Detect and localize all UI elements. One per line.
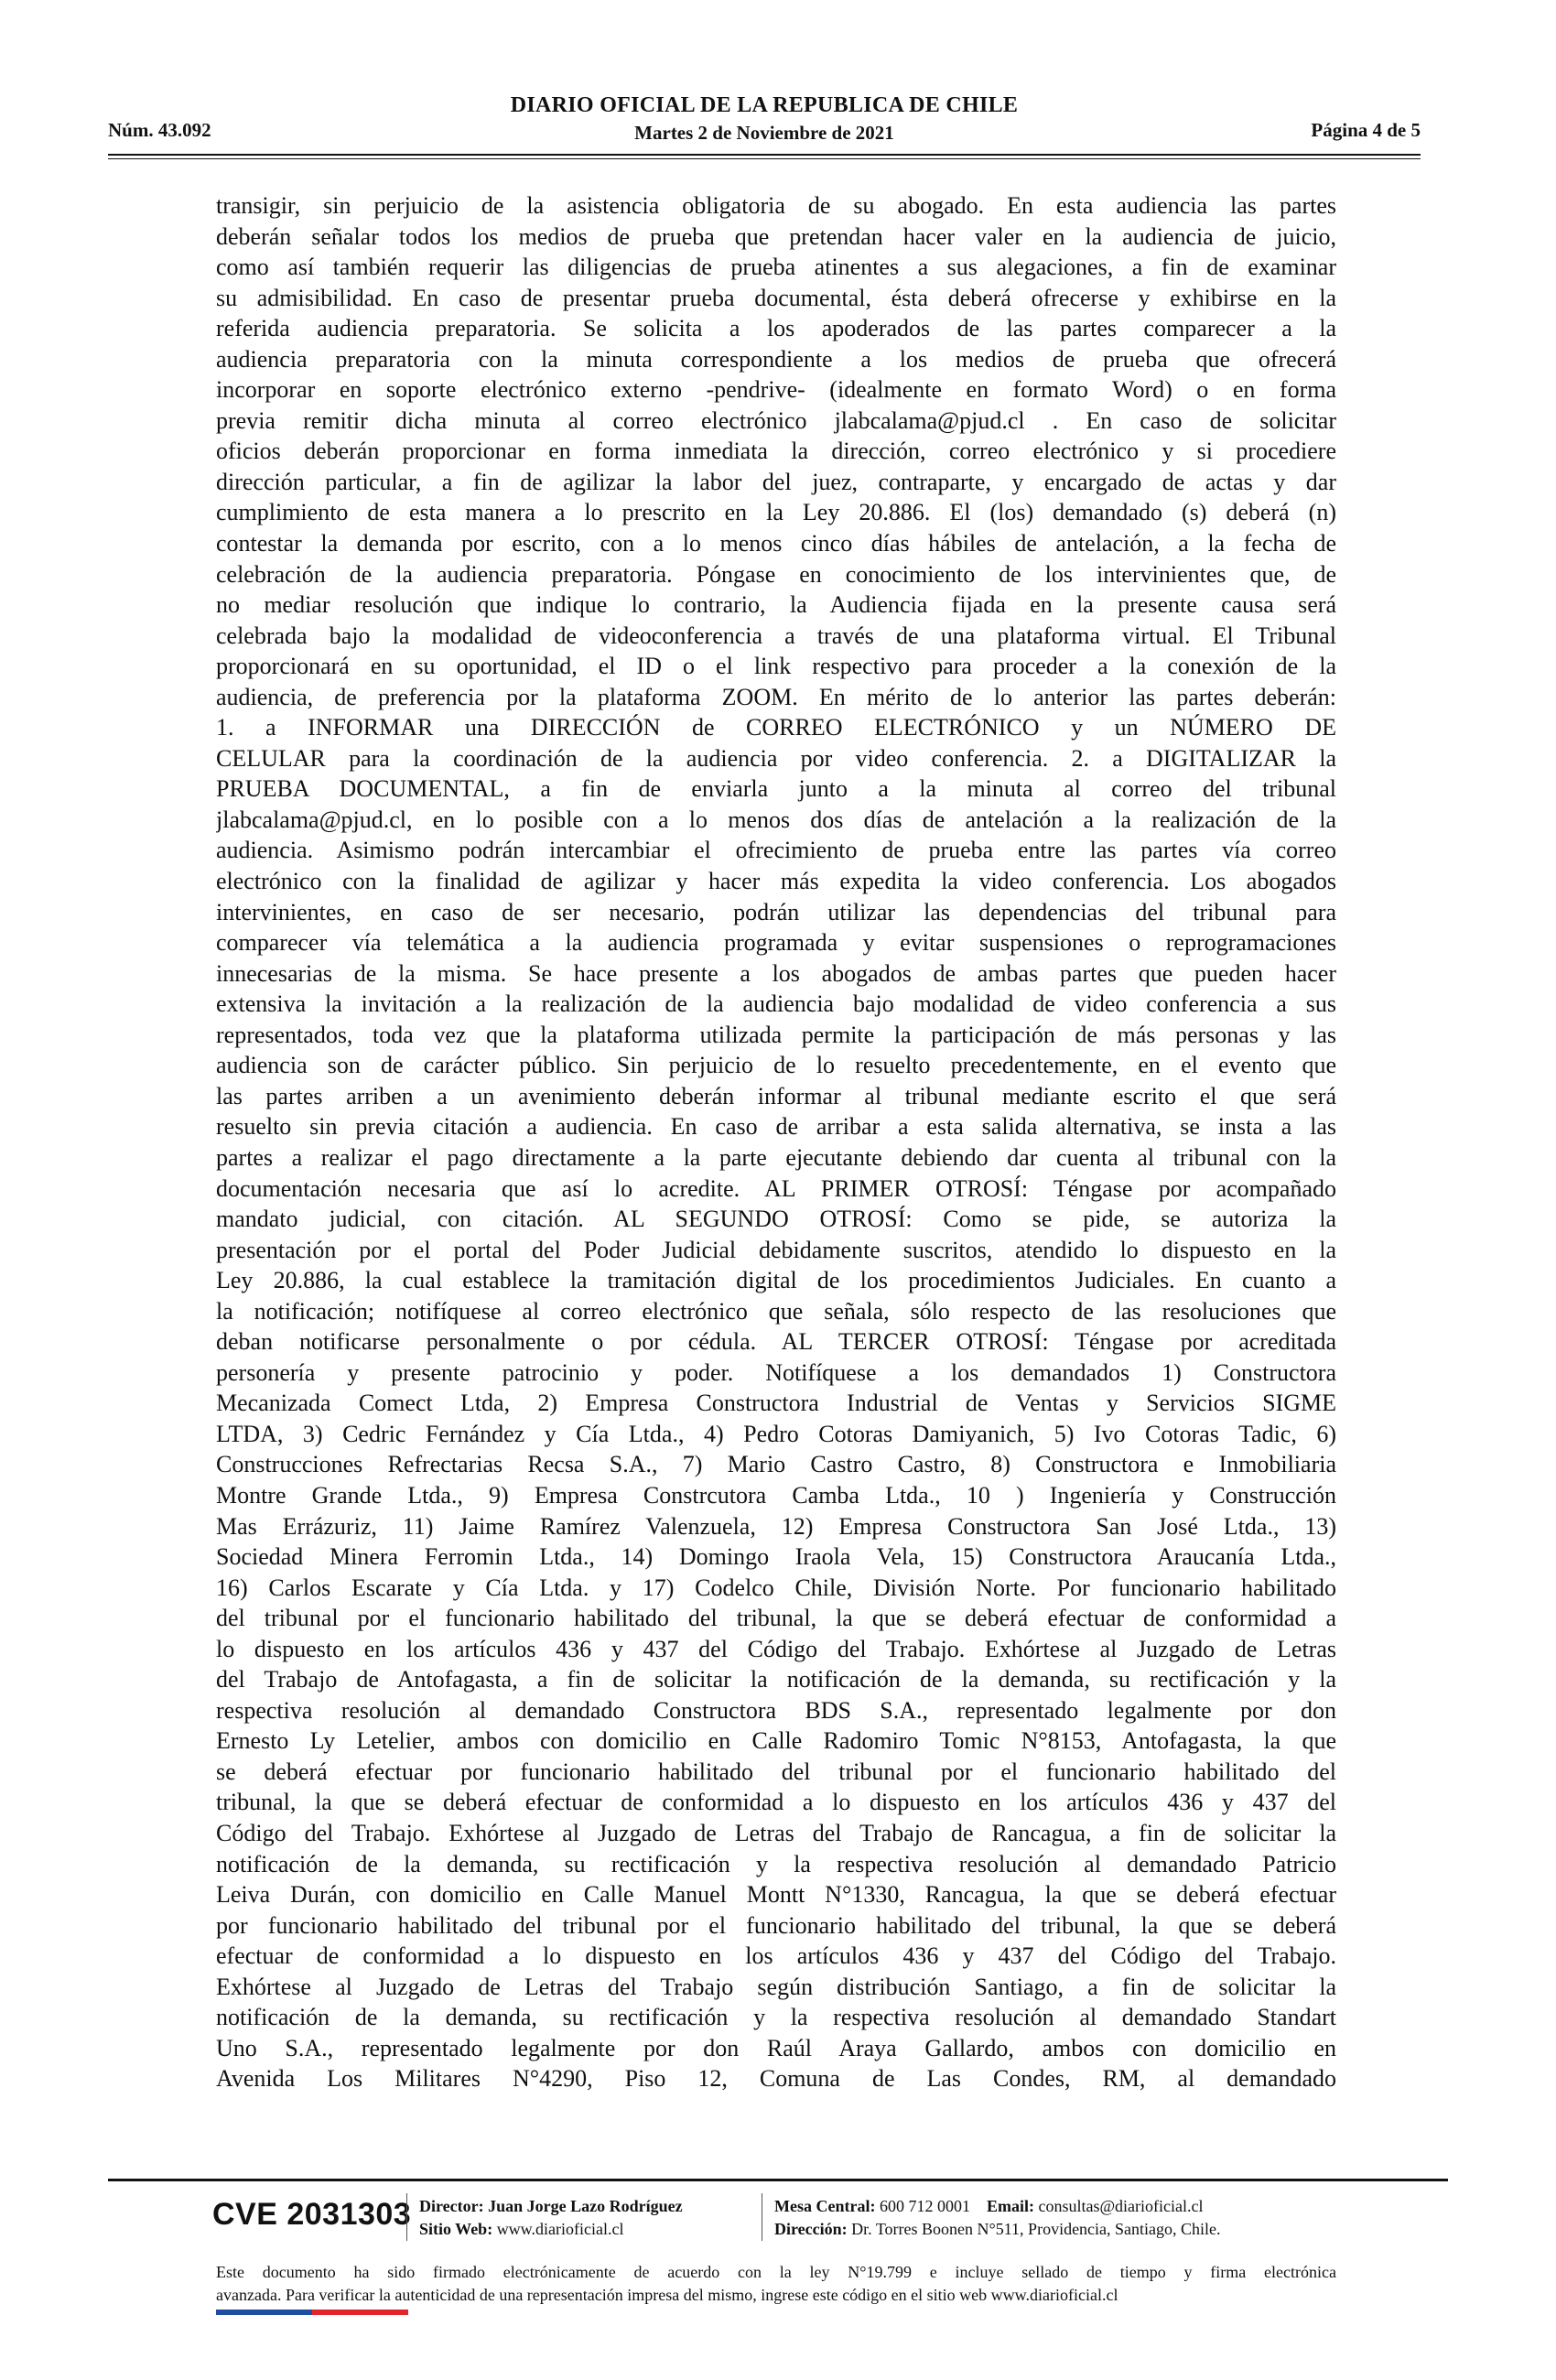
- body-line: Sociedad Minera Ferromin Ltda., 14) Domingo Iraola Vela, 15) Constructora Araucanía Ltda.,: [216, 1543, 1336, 1571]
- body-line: comparecer vía telemática a la audiencia programada y evitar suspensiones o reprogramaciones: [216, 929, 1336, 957]
- body-line: personería y presente patrocinio y poder. Notifíquese a los demandados 1) Constructora: [216, 1358, 1336, 1386]
- header-center: [108, 92, 1421, 146]
- body-line: del tribunal por el funcionario habilitado del tribunal, la que se deberá efectuar de conformidad a: [216, 1605, 1336, 1632]
- body-line: presentación por el portal del Poder Judicial debidamente suscritos, atendido lo dispuesto en la: [216, 1236, 1336, 1263]
- body-line: notificación de la demanda, su rectificación y la respectiva resolución al demandado Standart: [216, 2004, 1336, 2031]
- body-line: Ley 20.886, la cual establece la tramitación digital de los procedimientos Judiciales. En cuanto a: [216, 1267, 1336, 1294]
- signature-notice: [216, 2261, 1336, 2307]
- body-line: respectiva resolución al demandado Constructora BDS S.A., representado legalmente por don: [216, 1696, 1336, 1724]
- body-line: documentación necesaria que así lo acredite. AL PRIMER OTROSÍ: Téngase por acompañado: [216, 1174, 1336, 1202]
- body-line: Leiva Durán, con domicilio en Calle Manuel Montt N°1330, Rancagua, la que se deberá efectuar: [216, 1881, 1336, 1909]
- body-line: 1. a INFORMAR una DIRECCIÓN de CORREO ELECTRÓNICO y un NÚMERO DE: [216, 714, 1336, 741]
- body-line: representados, toda vez que la plataforma utilizada permite la participación de más personas y las: [216, 1021, 1336, 1048]
- email-label: Email:: [986, 2197, 1034, 2215]
- body-line: audiencia, de preferencia por la plataforma ZOOM. En mérito de lo anterior las partes deberán:: [216, 683, 1336, 710]
- body-line: contestar la demanda por escrito, con a lo menos cinco días hábiles de antelación, a la fecha de: [216, 530, 1336, 557]
- body-line: transigir, sin perjuicio de la asistencia obligatoria de su abogado. En esta audiencia las partes: [216, 192, 1336, 219]
- director-label: Director:: [419, 2197, 484, 2215]
- body-line: Mecanizada Comect Ltda, 2) Empresa Constructora Industrial de Ventas y Servicios SIGME: [216, 1390, 1336, 1417]
- body-line: dirección particular, a fin de agilizar la labor del juez, contraparte, y encargado de actas y dar: [216, 468, 1336, 495]
- issue-date: Martes 2 de Noviembre de 2021: [634, 122, 894, 144]
- body-line: lo dispuesto en los artículos 436 y 437 del Código del Trabajo. Exhórtese al Juzgado de Letras: [216, 1635, 1336, 1662]
- address-text: Dr. Torres Boonen N°511, Providencia, Santiago, Chile.: [851, 2220, 1221, 2238]
- website-link[interactable]: www.diarioficial.cl: [496, 2220, 624, 2238]
- signature-notice-line: Este documento ha sido firmado electrónicamente de acuerdo con la ley N°19.799 e incluye sellado de tiempo y firma electrónica: [216, 2263, 1336, 2281]
- issue-number: Núm. 43.092: [108, 119, 211, 141]
- body-line: Avenida Los Militares N°4290, Piso 12, Comuna de Las Condes, RM, al demandado: [216, 2065, 1336, 2093]
- address-label: Dirección:: [774, 2220, 848, 2238]
- body-line: LTDA, 3) Cedric Fernández y Cía Ltda., 4) Pedro Cotoras Damiyanich, 5) Ivo Cotoras Tadic, 6): [216, 1420, 1336, 1447]
- body-line: celebración de la audiencia preparatoria. Póngase en conocimiento de los intervinientes que, de: [216, 560, 1336, 588]
- document-body: [216, 190, 1336, 2094]
- body-line: Mas Errázuriz, 11) Jaime Ramírez Valenzuela, 12) Empresa Constructora San José Ltda., 13): [216, 1512, 1336, 1540]
- chile-flag-stripe: [216, 2310, 408, 2315]
- body-line: mandato judicial, con citación. AL SEGUNDO OTROSÍ: Como se pide, se autoriza la: [216, 1206, 1336, 1233]
- footer-director-block: [419, 2195, 683, 2241]
- email-link[interactable]: consultas@diarioficial.cl: [1038, 2197, 1204, 2215]
- body-line: partes a realizar el pago directamente a la parte ejecutante debiendo dar cuenta al tribunal con la: [216, 1143, 1336, 1171]
- phone-number: 600 712 0001: [879, 2197, 970, 2215]
- body-line: Ernesto Ly Letelier, ambos con domicilio en Calle Radomiro Tomic N°8153, Antofagasta, la que: [216, 1727, 1336, 1755]
- flag-red-segment: [312, 2310, 408, 2315]
- page-header: [108, 92, 1421, 156]
- body-line: audiencia. Asimismo podrán intercambiar el ofrecimiento de prueba entre las partes vía correo: [216, 837, 1336, 864]
- body-line: audiencia son de carácter público. Sin perjuicio de lo resuelto precedentemente, en el evento que: [216, 1052, 1336, 1079]
- website-label: Sitio Web:: [419, 2220, 493, 2238]
- header-divider: [108, 154, 1421, 159]
- body-line: 16) Carlos Escarate y Cía Ltda. y 17) Codelco Chile, División Norte. Por funcionario habilitado: [216, 1574, 1336, 1601]
- body-line: referida audiencia preparatoria. Se solicita a los apoderados de las partes comparecer a la: [216, 315, 1336, 342]
- body-line: cumplimiento de esta manera a lo prescrito en la Ley 20.886. El (los) demandado (s) deberá (n): [216, 499, 1336, 526]
- body-line: oficios deberán proporcionar en forma inmediata la dirección, correo electrónico y si procediere: [216, 438, 1336, 465]
- flag-blue-segment: [216, 2310, 312, 2315]
- body-line: extensiva la invitación a la realización de la audiencia bajo modalidad de video conferencia a sus: [216, 990, 1336, 1018]
- body-line: CELULAR para la coordinación de la audiencia por video conferencia. 2. a DIGITALIZAR la: [216, 744, 1336, 772]
- body-line: intervinientes, en caso de ser necesario, podrán utilizar las dependencias del tribunal para: [216, 898, 1336, 925]
- body-line: jlabcalama@pjud.cl, en lo posible con a lo menos dos días de antelación a la realización de la: [216, 806, 1336, 833]
- footer-separator: [406, 2193, 407, 2241]
- body-line: la notificación; notifíquese al correo electrónico que señala, sólo respecto de las resoluciones que: [216, 1297, 1336, 1325]
- page-footer: [212, 2188, 1419, 2254]
- body-line: celebrada bajo la modalidad de videoconferencia a través de una plataforma virtual. El Tribunal: [216, 622, 1336, 649]
- body-line: incorporar en soporte electrónico externo -pendrive- (idealmente en formato Word) o en forma: [216, 376, 1336, 404]
- body-line: PRUEBA DOCUMENTAL, a fin de enviarla junto a la minuta al correo del tribunal: [216, 775, 1336, 803]
- body-line: proporcionará en su oportunidad, el ID o el link respectivo para proceder a la conexión de la: [216, 653, 1336, 680]
- body-line: efectuar de conformidad a lo dispuesto en los artículos 436 y 437 del Código del Trabajo.: [216, 1942, 1336, 1970]
- body-line: Montre Grande Ltda., 9) Empresa Constrcutora Camba Ltda., 10 ) Ingeniería y Construcción: [216, 1481, 1336, 1509]
- body-line: notificación de la demanda, su rectificación y la respectiva resolución al demandado Patricio: [216, 1850, 1336, 1877]
- body-line: audiencia preparatoria con la minuta correspondiente a los medios de prueba que ofrecerá: [216, 345, 1336, 373]
- body-line: se deberá efectuar por funcionario habilitado del tribunal por el funcionario habilitado del: [216, 1758, 1336, 1785]
- body-line: electrónico con la finalidad de agilizar y hacer más expedita la video conferencia. Los abogados: [216, 868, 1336, 895]
- body-line: Uno S.A., representado legalmente por don Raúl Araya Gallardo, ambos con domicilio en: [216, 2034, 1336, 2061]
- body-line: deberán señalar todos los medios de prueba que pretendan hacer valer en la audiencia de juicio,: [216, 222, 1336, 250]
- body-line: deban notificarse personalmente o por cédula. AL TERCER OTROSÍ: Téngase por acreditada: [216, 1328, 1336, 1356]
- body-line: su admisibilidad. En caso de presentar prueba documental, ésta deberá ofrecerse y exhibirse en la: [216, 284, 1336, 311]
- body-line: previa remitir dicha minuta al correo electrónico jlabcalama@pjud.cl . En caso de solicitar: [216, 406, 1336, 434]
- footer-divider: [108, 2179, 1448, 2181]
- footer-contact-block: [774, 2195, 1221, 2241]
- page-indicator: Página 4 de 5: [1311, 119, 1421, 141]
- cve-code: CVE 2031303: [212, 2197, 412, 2232]
- signature-notice-line: avanzada. Para verificar la autenticidad de una representación impresa del mismo, ingrese este código en el sitio web www.diarioficial.cl: [216, 2286, 1118, 2304]
- body-line: Exhórtese al Juzgado de Letras del Trabajo según distribución Santiago, a fin de solicitar la: [216, 1973, 1336, 2000]
- body-line: del Trabajo de Antofagasta, a fin de solicitar la notificación de la demanda, su rectificación y la: [216, 1666, 1336, 1693]
- body-line: no mediar resolución que indique lo contrario, la Audiencia fijada en la presente causa será: [216, 591, 1336, 619]
- body-line: Código del Trabajo. Exhórtese al Juzgado de Letras del Trabajo de Rancagua, a fin de solicitar la: [216, 1819, 1336, 1846]
- body-line: Construcciones Refrectarias Recsa S.A., 7) Mario Castro Castro, 8) Constructora e Inmobiliaria: [216, 1451, 1336, 1478]
- body-line: como así también requerir las diligencias de prueba atinentes a sus alegaciones, a fin de examinar: [216, 254, 1336, 281]
- director-name: Juan Jorge Lazo Rodríguez: [488, 2197, 683, 2215]
- phone-label: Mesa Central:: [774, 2197, 876, 2215]
- body-line: las partes arriben a un avenimiento deberán informar al tribunal mediante escrito el que será: [216, 1082, 1336, 1109]
- body-line: resuelto sin previa citación a audiencia. En caso de arribar a esta salida alternativa, se insta a las: [216, 1113, 1336, 1141]
- body-line: por funcionario habilitado del tribunal por el funcionario habilitado del tribunal, la que se deberá: [216, 1911, 1336, 1939]
- publication-title: DIARIO OFICIAL DE LA REPUBLICA DE CHILE: [510, 93, 1019, 117]
- body-line: tribunal, la que se deberá efectuar de conformidad a lo dispuesto en los artículos 436 y 437 del: [216, 1789, 1336, 1816]
- body-line: innecesarias de la misma. Se hace presente a los abogados de ambas partes que pueden hacer: [216, 959, 1336, 987]
